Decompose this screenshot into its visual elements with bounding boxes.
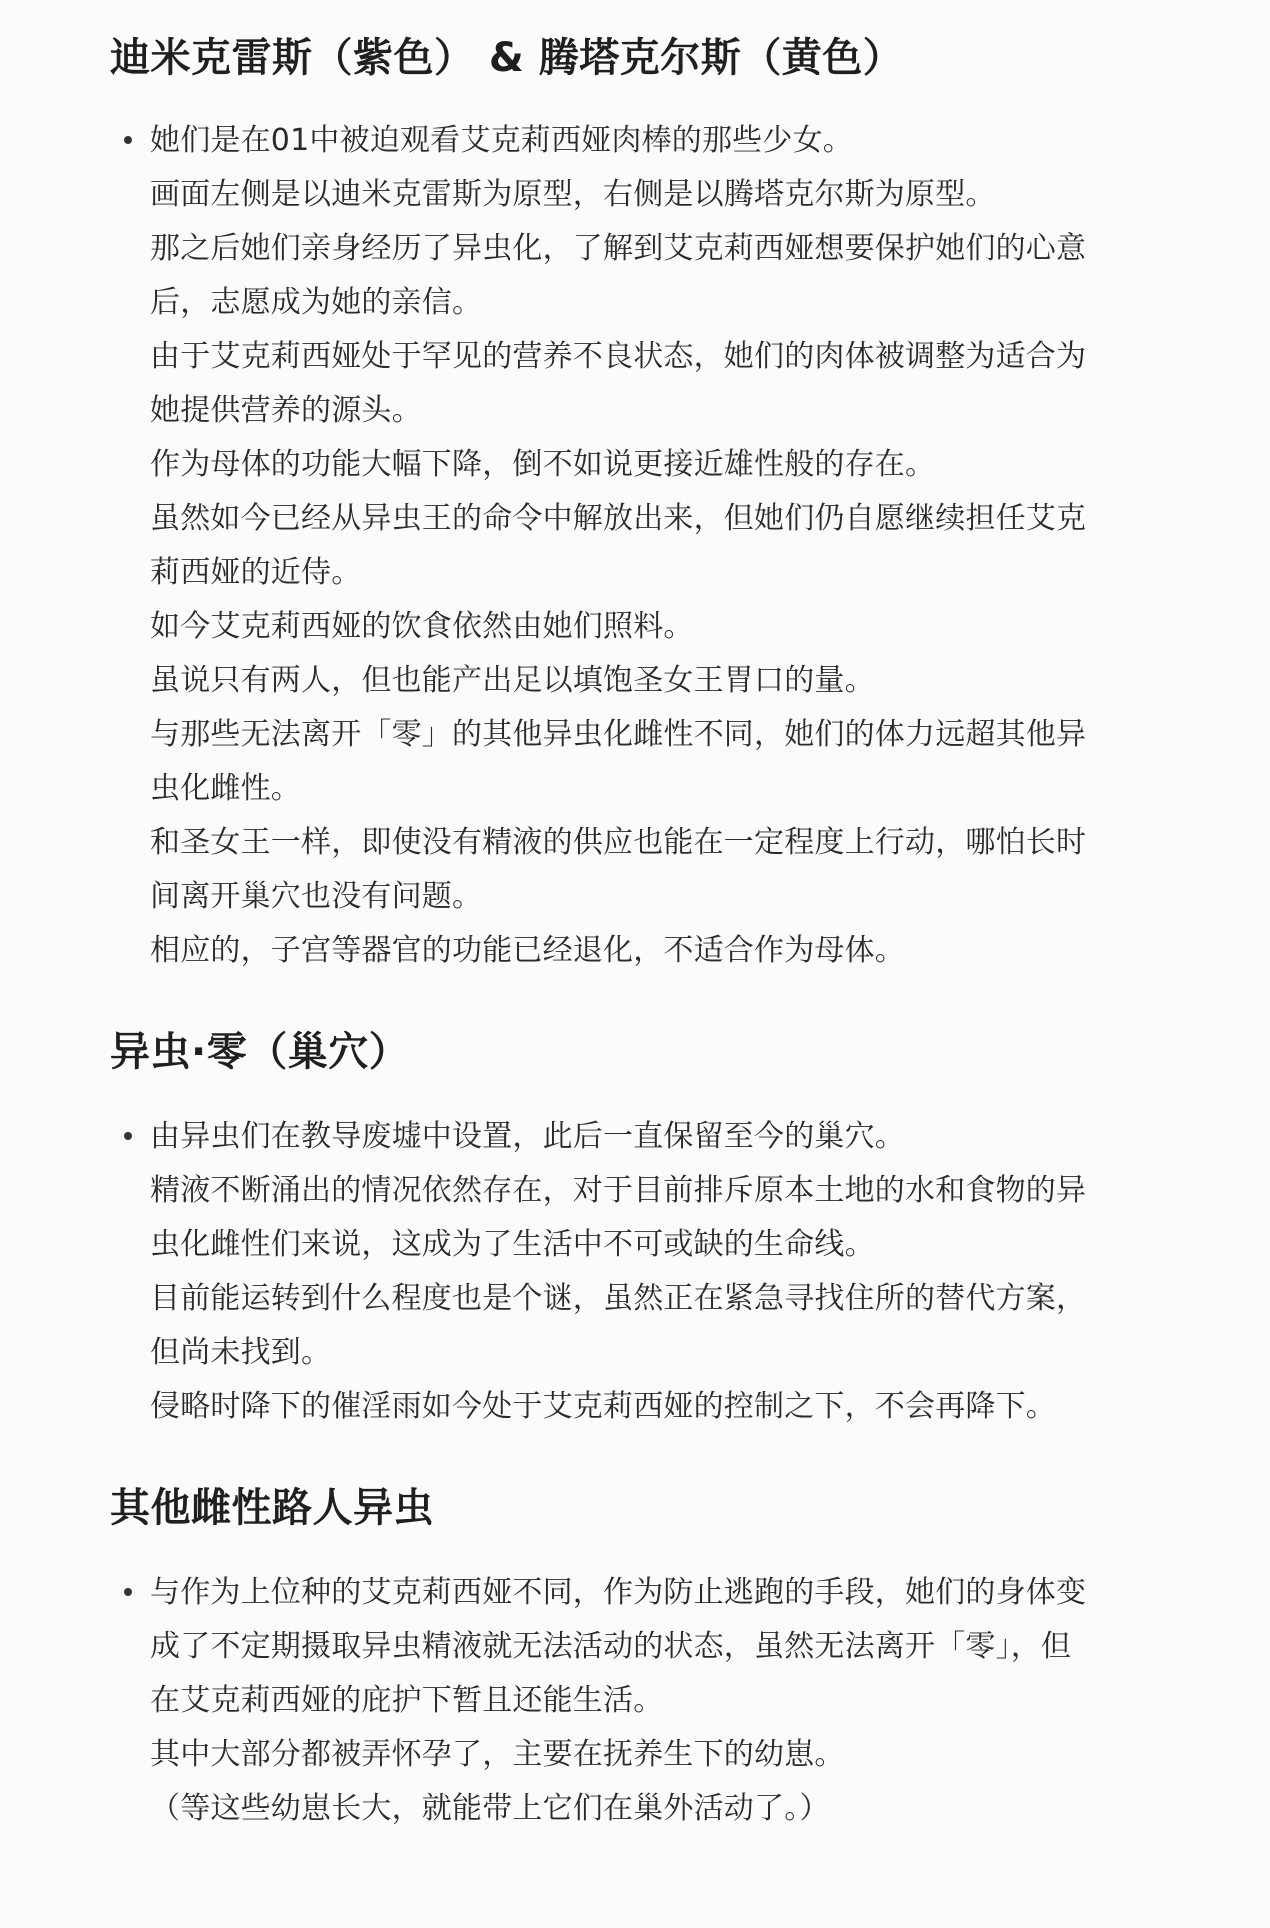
text-line: 与作为上位种的艾克莉西娅不同，作为防止逃跑的手段，她们的身体变 [150,1575,1087,1610]
text-line: 侵略时降下的催淫雨如今处于艾克莉西娅的控制之下，不会再降下。 [150,1389,1056,1424]
text-line: 她提供营养的源头。 [150,393,422,428]
text-line: 虫化雌性们来说，这成为了生活中不可或缺的生命线。 [150,1227,875,1262]
section-title: 迪米克雷斯（紫色） & 腾塔克尔斯（黄色） [110,35,904,81]
text-line: 但尚未找到。 [150,1335,332,1370]
bullet-dot-icon [124,136,132,144]
section-title: 异虫·零（巢穴） [110,1029,410,1075]
text-line: （等这些幼崽长大，就能带上它们在巢外活动了。） [150,1791,830,1826]
text-line: 那之后她们亲身经历了异虫化，了解到艾克莉西娅想要保护她们的心意 [150,231,1087,266]
bullet-item [0,114,1150,978]
text-line: 与那些无法离开「零」的其他异虫化雌性不同，她们的体力远超其他异 [150,717,1087,752]
section-title: 其他雌性路人异虫 [110,1485,434,1531]
bullet-list [0,1110,1270,1434]
section-dimikres-tentakles [0,30,1270,978]
text-line: 精液不断涌出的情况依然存在，对于目前排斥原本土地的水和食物的异 [150,1173,1087,1208]
text-line: 画面左侧是以迪米克雷斯为原型，右侧是以腾塔克尔斯为原型。 [150,177,996,212]
text-line: 莉西娅的近侍。 [150,555,362,590]
text-line: 和圣女王一样，即使没有精液的供应也能在一定程度上行动，哪怕长时 [150,825,1087,860]
text-line: 作为母体的功能大幅下降，倒不如说更接近雄性般的存在。 [150,447,936,482]
bullet-dot-icon [124,1588,132,1596]
text-line: 间离开巢穴也没有问题。 [150,879,483,914]
text-line: 如今艾克莉西娅的饮食依然由她们照料。 [150,609,694,644]
text-line: 其中大部分都被弄怀孕了，主要在抚养生下的幼崽。 [150,1737,845,1772]
text-line: 虽说只有两人，但也能产出足以填饱圣女王胃口的量。 [150,663,875,698]
text-line: 虽然如今已经从异虫王的命令中解放出来，但她们仍自愿继续担任艾克 [150,501,1087,536]
section-nest-zero [0,1024,1270,1434]
bullet-dot-icon [124,1132,132,1140]
text-line: 后，志愿成为她的亲信。 [150,285,483,320]
text-line: 相应的，子宫等器官的功能已经退化，不适合作为母体。 [150,933,905,968]
section-other-female-zerg [0,1480,1270,1836]
text-line: 由异虫们在教导废墟中设置，此后一直保留至今的巢穴。 [150,1119,905,1154]
text-line: 她们是在01中被迫观看艾克莉西娅肉棒的那些少女。 [150,123,853,158]
text-line: 在艾克莉西娅的庇护下暂且还能生活。 [150,1683,664,1718]
bullet-item [0,1110,1150,1434]
bullet-list [0,1566,1270,1836]
text-line: 成了不定期摄取异虫精液就无法活动的状态，虽然无法离开「零」，但 [150,1629,1072,1664]
text-line: 目前能运转到什么程度也是个谜，虽然正在紧急寻找住所的替代方案， [150,1281,1087,1316]
text-line: 虫化雌性。 [150,771,301,806]
text-line: 由于艾克莉西娅处于罕见的营养不良状态，她们的肉体被调整为适合为 [150,339,1087,374]
bullet-item [0,1566,1150,1836]
bullet-list [0,114,1270,978]
